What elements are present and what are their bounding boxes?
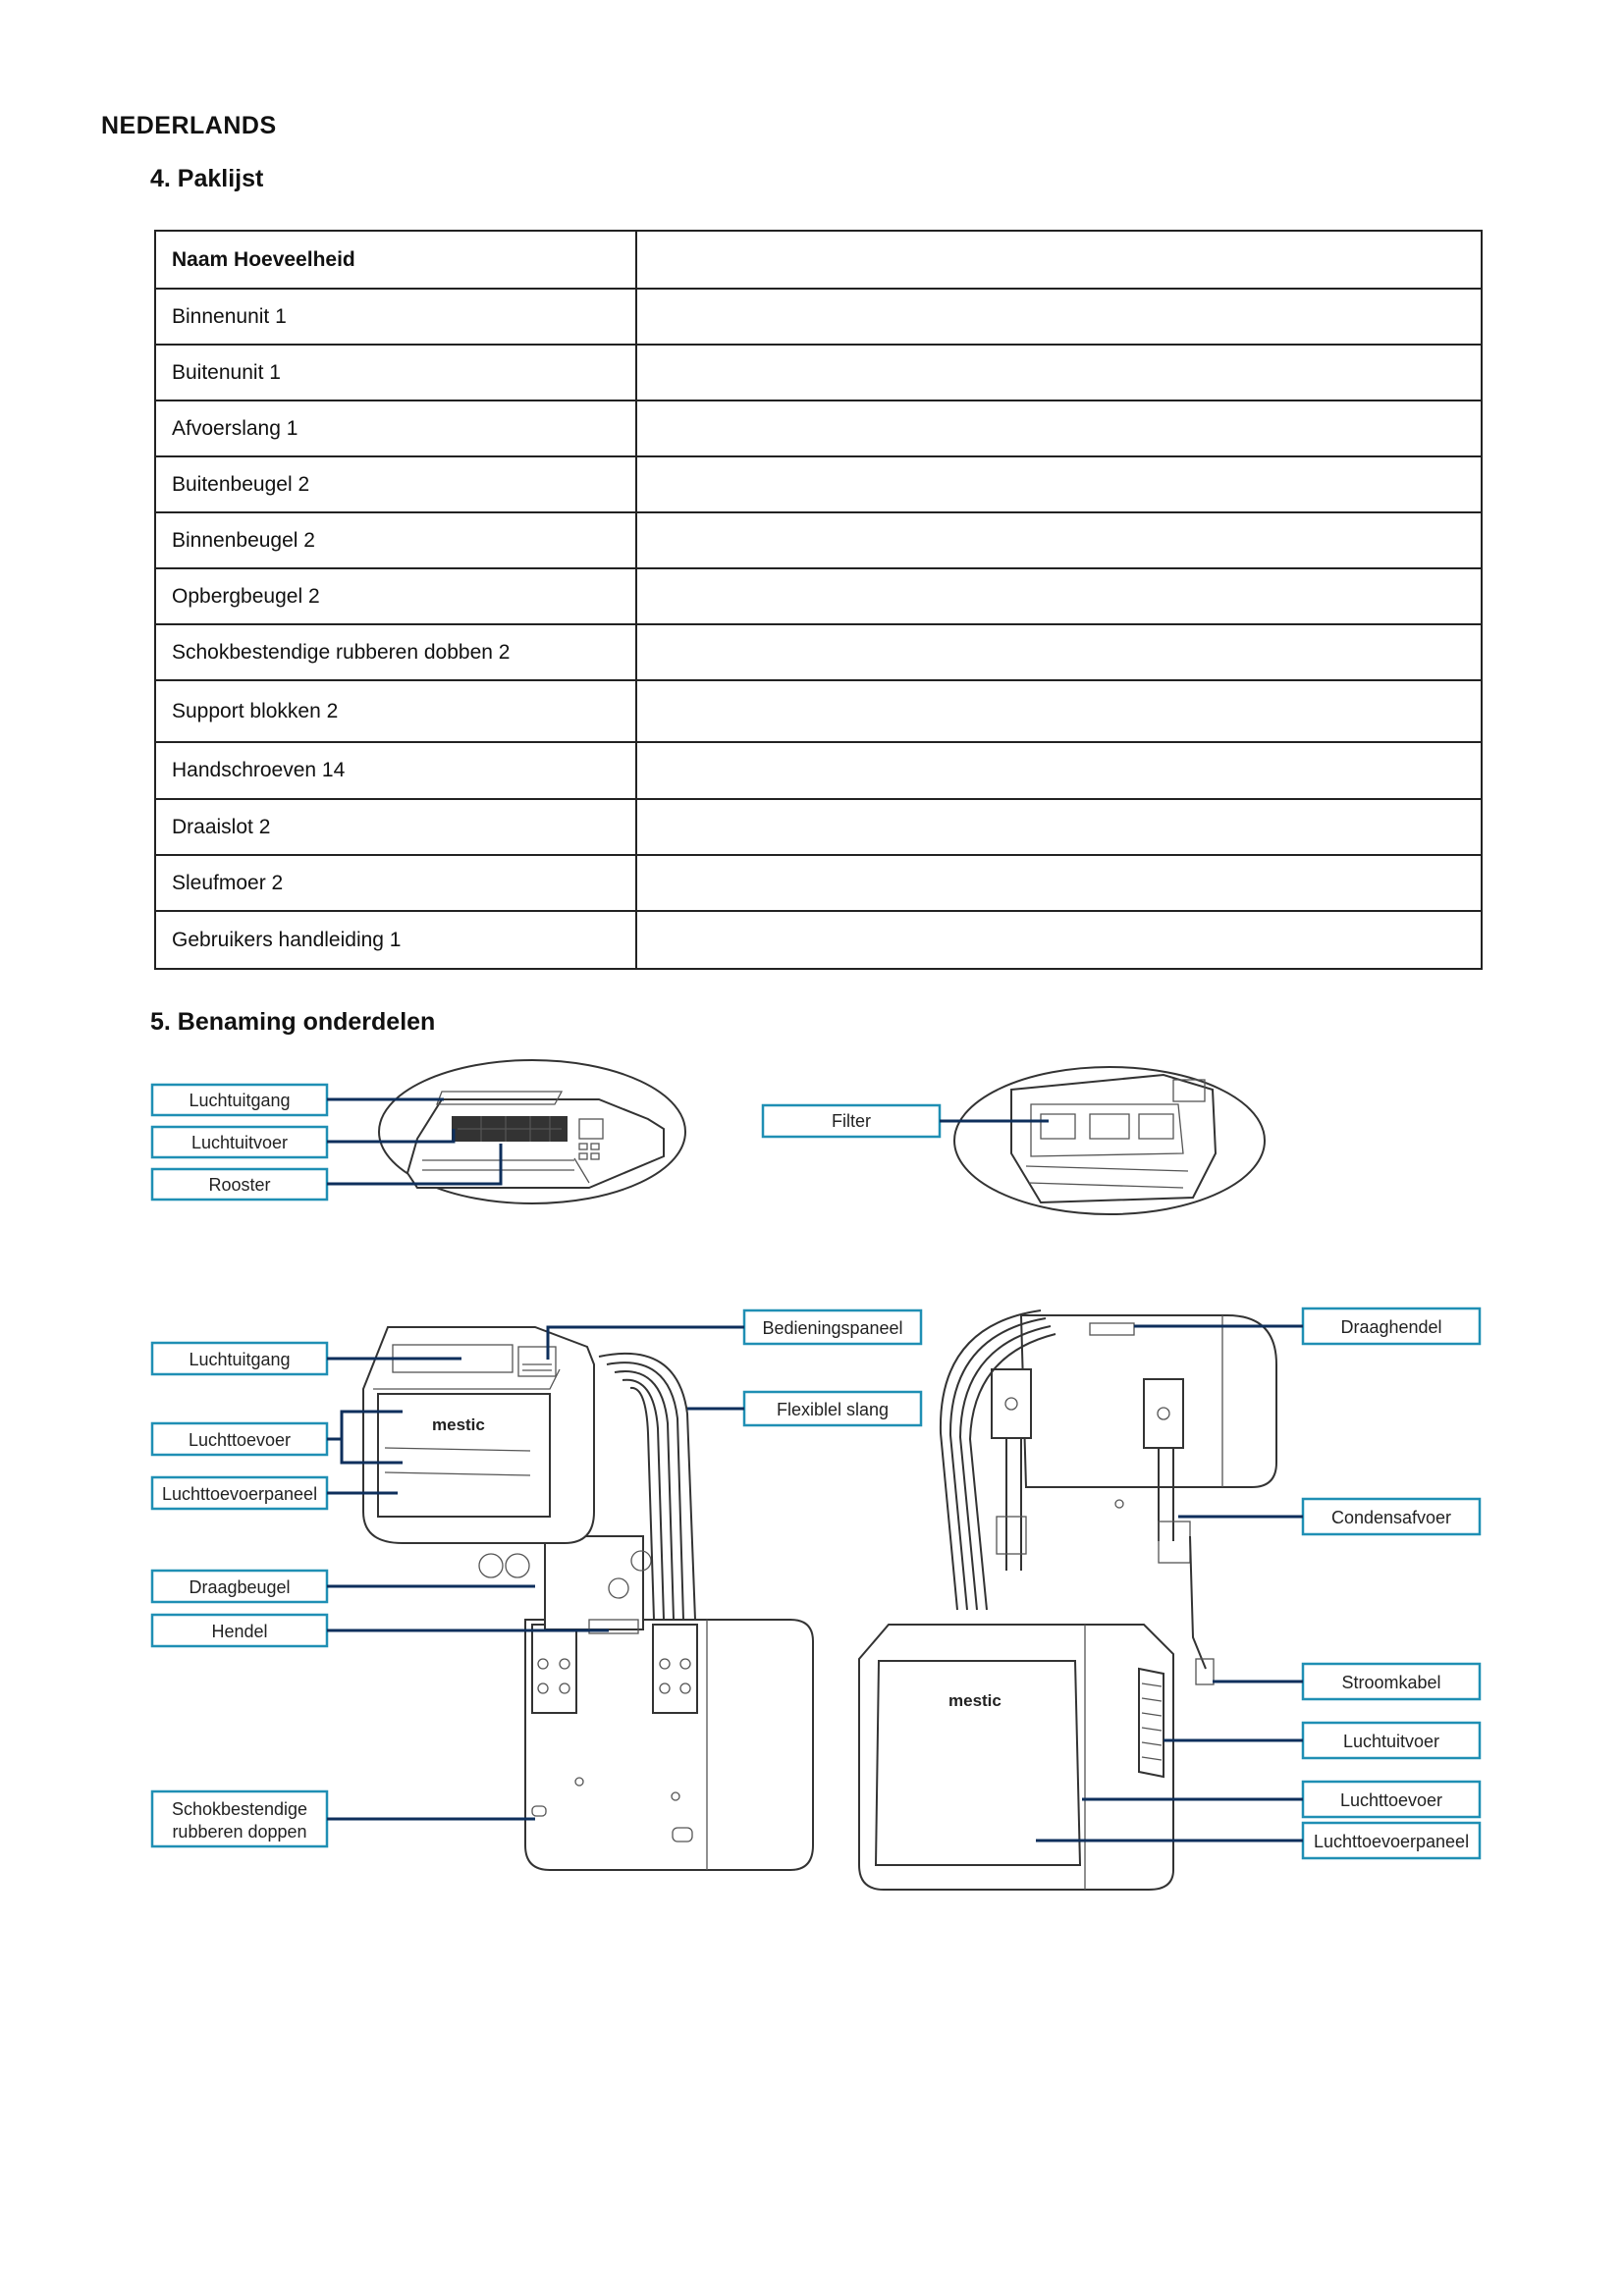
language-heading: NEDERLANDS <box>101 112 277 139</box>
front-panel <box>378 1394 550 1517</box>
knob <box>479 1554 503 1577</box>
label-left-schok-line2: rubberen doppen <box>172 1822 307 1842</box>
power-plug <box>1196 1659 1214 1684</box>
table-cell: Gebruikers handleiding 1 <box>155 911 636 969</box>
label-left-luchttoevoerpaneel: Luchttoevoerpaneel <box>161 1484 318 1504</box>
label-left-luchttoevoer: Luchttoevoer <box>188 1430 292 1450</box>
label-right-luchtuitvoer: Luchtuitvoer <box>1342 1732 1440 1751</box>
knob <box>506 1554 529 1577</box>
carrying-bracket <box>545 1536 643 1629</box>
detail-top-left <box>152 1060 685 1203</box>
detail-top-right <box>763 1067 1265 1214</box>
label-left-schok-line1: Schokbestendige <box>171 1799 308 1819</box>
table-cell: Binnenbeugel 2 <box>155 512 636 568</box>
label-top-luchtuitgang: Luchtuitgang <box>189 1091 291 1110</box>
table-cell: Handschroeven 14 <box>155 742 636 799</box>
bracket-plate <box>1144 1379 1183 1448</box>
drain-port <box>1115 1500 1123 1508</box>
label-mid-bedieningspaneel: Bedieningspaneel <box>762 1318 903 1338</box>
label-top-rooster: Rooster <box>208 1175 271 1195</box>
brand-logo-left: mestic <box>432 1415 485 1434</box>
section-4-title: 4. Paklijst <box>150 165 264 192</box>
bracket-plate <box>653 1625 697 1713</box>
table-cell: Opbergbeugel 2 <box>155 568 636 624</box>
section-5-title: 5. Benaming onderdelen <box>150 1008 436 1036</box>
table-cell: Binnenunit 1 <box>155 289 636 345</box>
bracket-plate <box>532 1625 576 1713</box>
table-cell: Buitenunit 1 <box>155 345 636 400</box>
unit-right <box>859 1308 1480 1890</box>
table-cell: Sleufmoer 2 <box>155 855 636 911</box>
bracket-plate <box>992 1369 1031 1438</box>
label-left-draagbeugel: Draagbeugel <box>189 1577 291 1597</box>
unit-body <box>407 1099 664 1188</box>
label-top-luchtuitvoer: Luchtuitvoer <box>190 1133 289 1152</box>
label-left-hendel: Hendel <box>211 1622 268 1641</box>
label-right-stroomkabel: Stroomkabel <box>1341 1673 1441 1692</box>
label-right-luchttoevoer: Luchttoevoer <box>1339 1790 1443 1810</box>
table-cell: Afvoerslang 1 <box>155 400 636 456</box>
table-cell: Buitenbeugel 2 <box>155 456 636 512</box>
label-right-luchttoevoerpaneel: Luchttoevoerpaneel <box>1313 1832 1470 1851</box>
label-right-draaghendel: Draaghendel <box>1340 1317 1442 1337</box>
table-cell: Schokbestendige rubberen dobben 2 <box>155 624 636 680</box>
unit-left <box>152 1310 921 1870</box>
label-right-condensafvoer: Condensafvoer <box>1330 1508 1452 1527</box>
table-cell: Draaislot 2 <box>155 799 636 855</box>
bracket-leg <box>1006 1438 1021 1571</box>
brand-logo-right: mestic <box>948 1691 1001 1710</box>
label-mid-flexibel-slang: Flexiblel slang <box>776 1400 890 1419</box>
table-cell: Support blokken 2 <box>155 680 636 742</box>
label-top-filter: Filter <box>832 1111 871 1131</box>
table-header-cell: Naam Hoeveelheid <box>155 231 636 289</box>
power-cable <box>1190 1536 1206 1669</box>
label-left-luchtuitgang: Luchtuitgang <box>189 1350 291 1369</box>
